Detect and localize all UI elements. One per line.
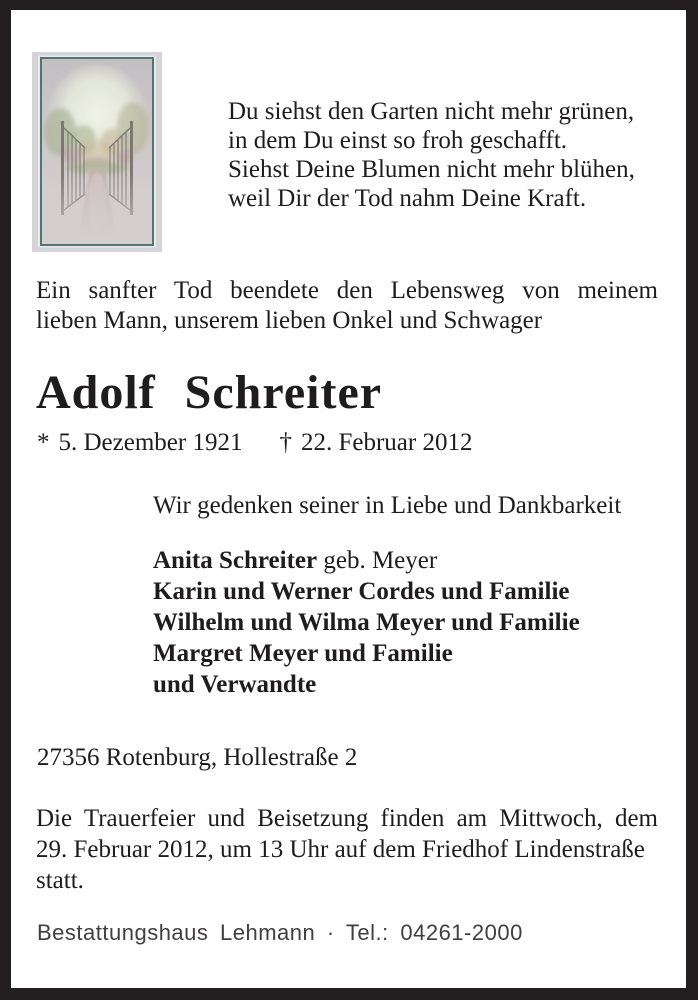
mourner-list <box>153 545 580 700</box>
mourner-name-bold: Anita Schreiter <box>153 547 318 574</box>
birth-date: 5. Dezember 1921 <box>58 429 243 456</box>
mourner-line <box>153 545 580 576</box>
intro-paragraph <box>36 276 658 336</box>
mourner-line: Wilhelm und Wilma Meyer und Familie <box>153 609 580 636</box>
mourner-line: Margret Meyer und Familie <box>153 640 453 667</box>
mourner-maiden-name: geb. Meyer <box>323 547 438 574</box>
birth-star-symbol: * <box>37 429 50 456</box>
death-cross-symbol: † <box>279 429 292 456</box>
funeral-info-paragraph <box>36 803 658 896</box>
address-line: 27356 Rotenburg, Hollestraße 2 <box>37 744 358 771</box>
poem-line: Du siehst den Garten nicht mehr grünen, <box>228 98 635 125</box>
funeral-home-line: Bestattungshaus Lehmann · Tel.: 04261-2000 <box>37 920 523 945</box>
funeral-line: 29. Februar 2012, um 13 Uhr auf dem Friedhof Lindenstraße <box>36 836 645 863</box>
obituary-page <box>11 10 686 988</box>
gate-to-garden-illustration <box>32 52 162 252</box>
poem-line: Siehst Deine Blumen nicht mehr blühen, <box>228 156 635 183</box>
remembrance-line: Wir gedenken seiner in Liebe und Dankbarkeit <box>153 492 622 519</box>
memorial-poem <box>228 97 635 213</box>
death-date: 22. Februar 2012 <box>300 429 473 456</box>
poem-line: in dem Du einst so froh geschafft. <box>228 127 568 154</box>
funeral-line: statt. <box>36 867 84 894</box>
intro-line: lieben Mann, unserem lieben Onkel und Schwager <box>36 307 543 334</box>
poem-line: weil Dir der Tod nahm Deine Kraft. <box>228 185 587 212</box>
mourner-line: Karin und Werner Cordes und Familie <box>153 578 570 605</box>
intro-line: Ein sanfter Tod beendete den Lebensweg von meinem <box>36 277 658 304</box>
mourner-line: und Verwandte <box>153 671 317 698</box>
birth-group <box>37 429 242 456</box>
death-group <box>279 429 472 456</box>
deceased-name: Adolf Schreiter <box>36 366 383 419</box>
gate-to-garden-artwork <box>32 52 162 252</box>
life-dates <box>37 428 472 458</box>
funeral-line: Die Trauerfeier und Beisetzung finden am Mittwoch, dem <box>36 805 658 832</box>
